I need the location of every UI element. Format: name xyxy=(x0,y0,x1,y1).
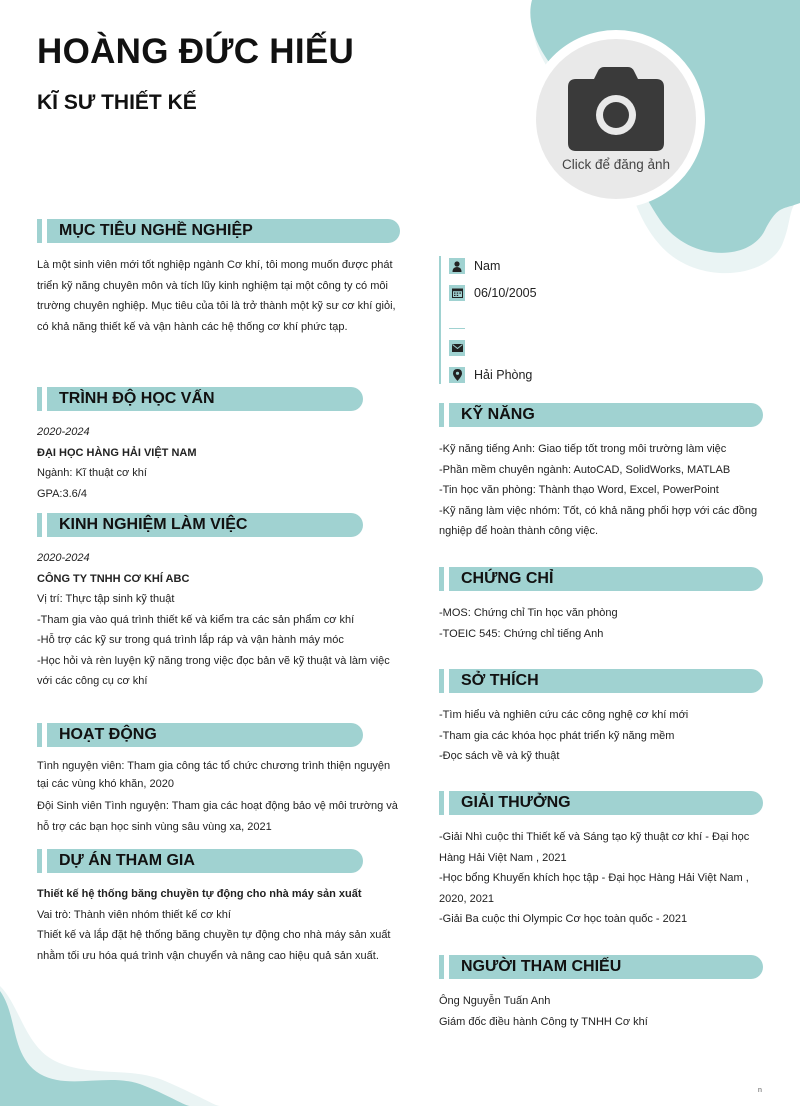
award-line: Hàng Hải Việt Nam , 2021 xyxy=(439,851,567,864)
activities-text xyxy=(37,758,407,793)
phone-placeholder-line xyxy=(449,328,465,329)
certificate-line: -TOEIC 545: Chứng chỉ tiếng Anh xyxy=(439,627,604,640)
objective-line: có khả năng thiết kế và vận hành các hệ thống cơ khí phức tạp. xyxy=(37,320,348,333)
contact-email xyxy=(449,340,474,356)
certificate-line: -MOS: Chứng chỉ Tin học văn phòng xyxy=(439,607,618,619)
section-title-hobbies: SỞ THÍCH xyxy=(461,672,539,689)
contact-address xyxy=(449,367,532,383)
experience-period: 2020-2024 xyxy=(37,552,90,564)
section-header-certificates xyxy=(439,567,763,591)
section-header-experience xyxy=(37,513,363,537)
section-title-objective: MỤC TIÊU NGHỀ NGHIỆP xyxy=(59,222,253,239)
section-header-skills xyxy=(439,403,763,427)
experience-line: với các công cụ cơ khí xyxy=(37,675,148,687)
section-title-education: TRÌNH ĐỘ HỌC VẤN xyxy=(59,390,215,407)
section-title-activities: HOẠT ĐỘNG xyxy=(59,726,157,743)
hobby-line: -Đọc sách về và kỹ thuật xyxy=(439,750,560,762)
reference-line: Ông Nguyễn Tuấn Anh xyxy=(439,995,551,1007)
education-major: Ngành: Kĩ thuật cơ khí xyxy=(37,467,147,479)
section-header-awards xyxy=(439,791,763,815)
project-role: Vai trò: Thành viên nhóm thiết kế cơ khí xyxy=(37,908,231,921)
job-title: KĨ SƯ THIẾT KẾ xyxy=(37,91,197,114)
hobbies-text xyxy=(439,705,769,767)
section-header-education xyxy=(37,387,363,411)
avatar-placeholder[interactable] xyxy=(536,39,696,199)
section-title-awards: GIẢI THƯỞNG xyxy=(461,794,571,811)
references-text xyxy=(439,991,769,1043)
calendar-icon xyxy=(449,285,465,301)
section-header-references xyxy=(439,955,763,979)
project-line: nhằm tối ưu hóa quá trình vận chuyển và nâng cao hiệu quả sản xuất. xyxy=(37,949,379,962)
education-period: 2020-2024 xyxy=(37,426,90,438)
skill-line: nghiệp để hoàn thành công việc. xyxy=(439,525,599,537)
project-name: Thiết kế hệ thống băng chuyền tự động cho nhà máy sản xuất xyxy=(37,888,362,900)
candidate-name: HOÀNG ĐỨC HIẾU xyxy=(37,32,355,71)
decorative-blob-bottom xyxy=(0,986,260,1106)
activity-line: Tình nguyện viên: Tham gia công tác tổ chức chương trình thiện nguyện xyxy=(37,760,391,772)
education-text xyxy=(37,422,407,504)
person-icon xyxy=(449,258,465,274)
skill-line: -Kỹ năng tiếng Anh: Giao tiếp tốt trong môi trường làm việc xyxy=(439,443,727,455)
skill-line: -Tin học văn phòng: Thành thạo Word, Excel, PowerPoint xyxy=(439,484,719,496)
section-header-projects xyxy=(37,849,363,873)
objective-text xyxy=(37,255,407,337)
activity-line: tại các vùng khó khăn, 2020 xyxy=(37,777,174,790)
awards-text xyxy=(439,827,769,930)
contact-phone xyxy=(449,320,474,336)
contact-dob xyxy=(449,285,537,301)
location-pin-icon xyxy=(449,367,465,383)
section-header-hobbies xyxy=(439,669,763,693)
award-line: -Giải Ba cuộc thi Olympic Cơ học toàn quốc - 2021 xyxy=(439,913,688,925)
camera-icon xyxy=(568,67,664,151)
hobby-line: -Tìm hiểu và nghiên cứu các công nghệ cơ khí mới xyxy=(439,709,689,721)
objective-line: Là một sinh viên mới tốt nghiệp ngành Cơ khí, tôi mong muốn được phát xyxy=(37,259,393,271)
email-icon xyxy=(449,340,465,356)
hobby-line: -Tham gia các khóa học phát triển kỹ năng mềm xyxy=(439,729,675,742)
contact-gender-value: Nam xyxy=(474,259,501,273)
skill-line: -Phần mềm chuyên ngành: AutoCAD, SolidWorks, MATLAB xyxy=(439,463,731,476)
objective-line: triển kỹ năng chuyên môn và tích lũy kinh nghiệm tại một công ty có môi xyxy=(37,279,388,292)
reference-line: Giám đốc điều hành Công ty TNHH Cơ khí xyxy=(439,1015,648,1028)
skills-text xyxy=(439,439,769,542)
award-line: 2020, 2021 xyxy=(439,892,495,905)
certificates-text xyxy=(439,603,769,644)
experience-position: Vị trí: Thực tập sinh kỹ thuật xyxy=(37,593,175,605)
section-title-projects: DỰ ÁN THAM GIA xyxy=(59,852,195,869)
activity-line: Đội Sinh viên Tình nguyện: Tham gia các hoạt động bảo vệ môi trường và xyxy=(37,800,398,812)
education-school: ĐẠI HỌC HÀNG HẢI VIỆT NAM xyxy=(37,446,197,459)
activities-text-2 xyxy=(37,796,407,837)
award-line: -Giải Nhì cuộc thi Thiết kế và Sáng tạo kỹ thuật cơ khí - Đại học xyxy=(439,831,750,843)
projects-text xyxy=(37,884,407,966)
education-gpa: GPA:3.6/4 xyxy=(37,487,87,500)
experience-line: -Học hỏi và rèn luyện kỹ năng trong việc đọc bản vẽ kỹ thuật và làm việc xyxy=(37,654,390,667)
avatar-upload[interactable] xyxy=(527,30,705,208)
experience-text xyxy=(37,548,407,692)
award-line: -Học bổng Khuyến khích học tập - Đại học Hàng Hải Việt Nam , xyxy=(439,872,749,884)
project-line: Thiết kế và lắp đặt hệ thống băng chuyền tự động cho nhà máy sản xuất xyxy=(37,929,391,941)
contact-dob-value: 06/10/2005 xyxy=(474,286,537,300)
section-header-objective xyxy=(37,219,400,243)
page-number: n xyxy=(758,1087,762,1094)
section-title-skills: KỸ NĂNG xyxy=(461,406,535,423)
section-header-activities xyxy=(37,723,363,747)
section-title-experience: KINH NGHIỆM LÀM VIỆC xyxy=(59,516,248,533)
experience-company: CÔNG TY TNHH CƠ KHÍ ABC xyxy=(37,572,190,585)
objective-line: trường chuyên nghiệp. Mục tiêu của tôi là trở thành một kỹ sư cơ khí giỏi, xyxy=(37,300,396,312)
skill-line: -Kỹ năng làm việc nhóm: Tốt, có khả năng phối hợp với các đồng xyxy=(439,504,758,517)
experience-line: -Hỗ trợ các kỹ sư trong quá trình lắp ráp và vận hành máy móc xyxy=(37,634,344,646)
experience-line: -Tham gia vào quá trình thiết kế và kiểm tra các sản phẩm cơ khí xyxy=(37,613,355,626)
contact-divider xyxy=(439,256,441,384)
contact-address-value: Hải Phòng xyxy=(474,368,533,382)
activity-line: hỗ trợ các bạn học sinh vùng sâu vùng xa, 2021 xyxy=(37,820,272,833)
section-title-references: NGƯỜI THAM CHIẾU xyxy=(461,958,622,975)
contact-gender xyxy=(449,258,500,274)
avatar-upload-label: Click để đăng ảnh xyxy=(561,156,671,172)
section-title-certificates: CHỨNG CHỈ xyxy=(461,570,554,587)
